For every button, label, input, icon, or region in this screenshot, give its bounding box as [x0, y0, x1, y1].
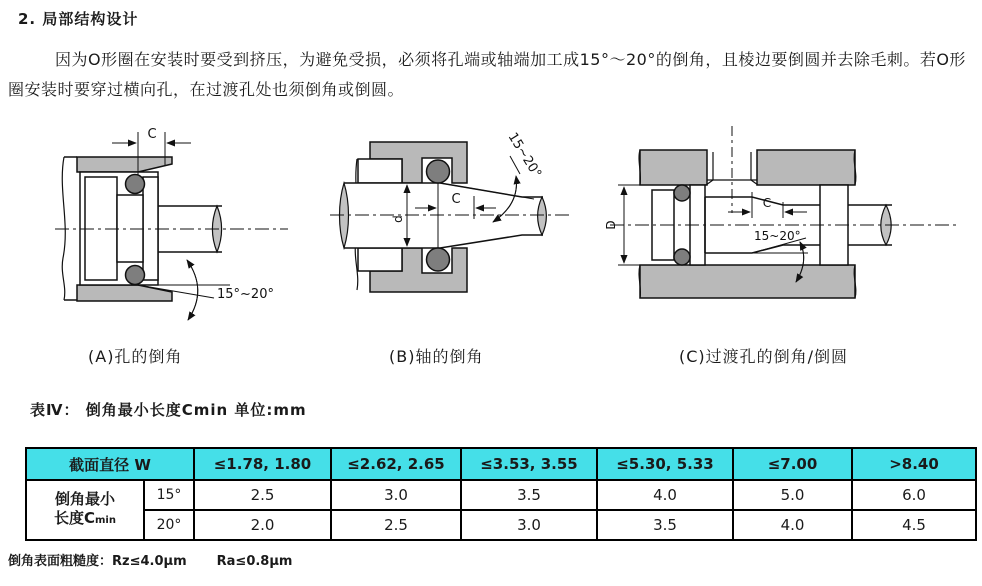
b-dim-c-label: C [451, 192, 461, 207]
c-dim-d-label: D [604, 220, 618, 230]
row-label-subscript: min [95, 515, 116, 526]
c-dim-c-label: C [762, 196, 772, 210]
b-sleeve-top [358, 159, 402, 183]
row-label-line2: 长度C [54, 509, 96, 527]
c-cross-hole [706, 126, 758, 213]
diagram-b-shaft-chamfer [330, 118, 600, 348]
table-header-row [26, 448, 976, 480]
header-cell-section-diameter: 截面直径 W [26, 448, 194, 480]
header-cell-5: >8.40 [852, 448, 976, 480]
a-housing-bottom [77, 285, 172, 301]
caption-diagram-b: (B)轴的倒角 [389, 347, 484, 366]
chamfer-spec-table [25, 447, 977, 541]
a-oring-bottom [126, 266, 145, 285]
caption-diagram-c: (C)过渡孔的倒角/倒圆 [679, 347, 849, 366]
value-cell: 3.0 [331, 480, 461, 510]
c-housing-top-left [640, 150, 707, 185]
a-oring-top [126, 175, 145, 194]
diagram-a-hole-chamfer [40, 118, 340, 343]
value-cell: 5.0 [733, 480, 852, 510]
angle-cell-20: 20° [144, 510, 194, 540]
value-cell: 2.5 [194, 480, 331, 510]
a-angle-label: 15°~20° [217, 287, 274, 302]
angle-cell-15: 15° [144, 480, 194, 510]
a-dim-c-label: C [147, 127, 157, 142]
roughness-ra: Ra≤0.8μm [216, 554, 293, 569]
b-sleeve-bottom [358, 248, 402, 271]
header-cell-2: ≤3.53, 3.55 [461, 448, 597, 480]
c-angle-label: 15~20° [754, 229, 801, 243]
header-cell-1: ≤2.62, 2.65 [331, 448, 461, 480]
c-drawing [610, 126, 960, 298]
value-cell: 2.0 [194, 510, 331, 540]
table-caption: 表Ⅳ： 倒角最小长度Cmin 单位:mm [30, 401, 307, 419]
caption-diagram-a: (A)孔的倒角 [88, 347, 183, 366]
value-cell: 3.5 [597, 510, 733, 540]
value-cell: 4.0 [733, 510, 852, 540]
row-label-min-chamfer-length [26, 480, 144, 540]
table-row-20deg [26, 510, 976, 540]
roughness-label: 倒角表面粗糙度： [8, 554, 113, 569]
header-cell-3: ≤5.30, 5.33 [597, 448, 733, 480]
diagram-c-cross-hole-chamfer [604, 118, 982, 348]
a-housing-top [77, 157, 172, 172]
header-cell-0: ≤1.78, 1.80 [194, 448, 331, 480]
c-oring-top [674, 185, 690, 201]
intro-paragraph: 因为O形圈在安装时要受到挤压，为避免受损，必须将孔端或轴端加工成15°～20°的倒角，且棱边要倒圆并去除毛刺。若O形圈安装时要穿过横向孔，在过渡孔处也须倒角或倒圆。 [8, 50, 966, 99]
table-row-15deg [26, 480, 976, 510]
value-cell: 4.0 [597, 480, 733, 510]
value-cell: 3.0 [461, 510, 597, 540]
roughness-rz: Rz≤4.0μm [112, 554, 187, 569]
surface-roughness-note [8, 550, 292, 569]
header-cell-4: ≤7.00 [733, 448, 852, 480]
value-cell: 2.5 [331, 510, 461, 540]
page-title: 2. 局部结构设计 [18, 10, 139, 28]
b-dim-d-label: d [391, 215, 405, 223]
value-cell: 3.5 [461, 480, 597, 510]
c-oring-bottom [674, 249, 690, 265]
value-cell: 6.0 [852, 480, 976, 510]
value-cell: 4.5 [852, 510, 976, 540]
c-housing-bottom [640, 265, 855, 298]
b-oring-bottom [427, 248, 450, 271]
b-angle-label: 15~20° [504, 130, 545, 181]
c-housing-top-right [757, 150, 855, 185]
b-oring-top [427, 160, 450, 183]
row-label-line1: 倒角最小 [54, 490, 115, 508]
